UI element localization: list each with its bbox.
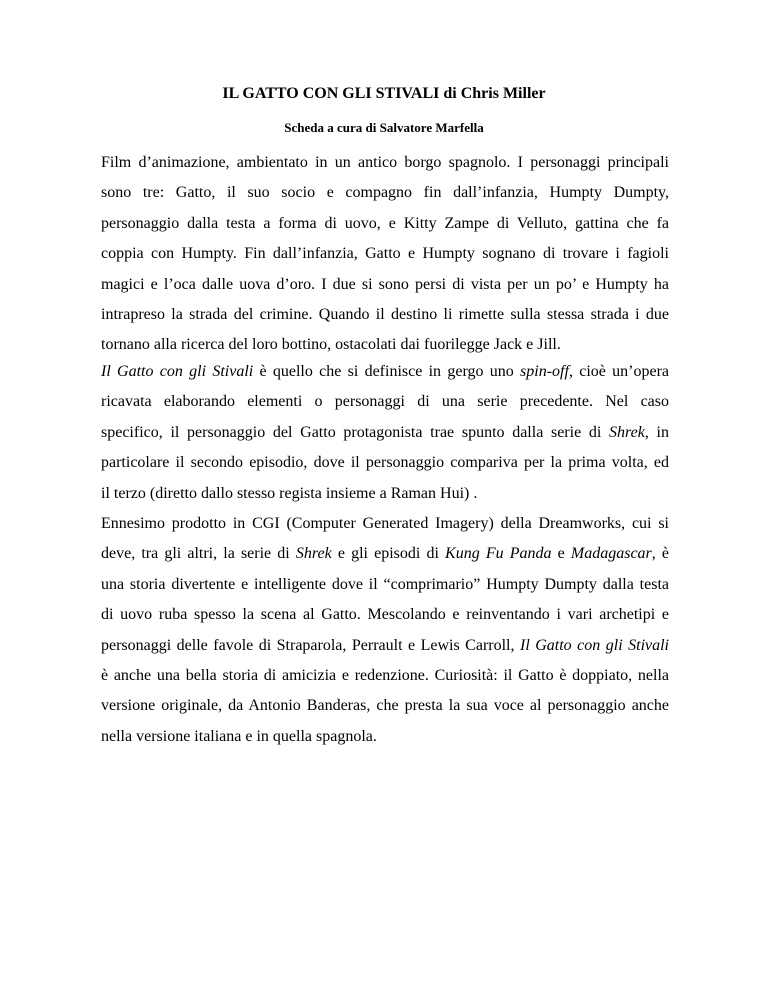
film-title-italic: Shrek <box>295 545 332 563</box>
paragraph-line: versione originale, da Antonio Banderas, che presta la sua voce al personaggio anche <box>101 697 669 715</box>
paragraph-analysis <box>101 357 669 752</box>
paragraph-line: tornano alla ricerca del loro bottino, ostacolati dai fuorilegge Jack e Jill. <box>101 336 561 354</box>
paragraph-line <box>101 357 669 387</box>
paragraph-line: Ennesimo prodotto in CGI (Computer Generated Imagery) della Dreamworks, cui si <box>101 514 669 532</box>
text-run: è quello che si definisce in gergo uno <box>253 363 521 380</box>
document-subtitle: Scheda a cura di Salvatore Marfella <box>284 120 484 135</box>
paragraph-line: particolare il secondo episodio, dove il personaggio compariva per la prima volta, ed <box>101 454 669 472</box>
text-run: e <box>551 545 571 563</box>
paragraph-line: il terzo (diretto dallo stesso regista insieme a Raman Hui) . <box>101 484 478 502</box>
term-italic: spin-off <box>520 363 569 380</box>
film-title-italic: Il Gatto con gli Stivali <box>519 636 670 654</box>
text-run: specifico, il personaggio del Gatto protagonista trae spunto dalla serie di <box>101 423 610 441</box>
paragraph-plot <box>101 148 669 361</box>
paragraph-line: sono tre: Gatto, il suo socio e compagno fin dall’infanzia, Humpty Dumpty, <box>101 184 669 202</box>
text-run: , cioè un’opera <box>568 363 670 380</box>
document-title: IL GATTO CON GLI STIVALI di Chris Miller <box>222 85 546 102</box>
film-title-italic: Shrek <box>609 423 645 441</box>
paragraph-line <box>101 539 669 569</box>
paragraph-line: intrapreso la strada del crimine. Quando il destino li rimette sulla stessa strada i due <box>101 305 669 323</box>
paragraph-line: una storia divertente e intelligente dove il “comprimario” Humpty Dumpty dalla testa <box>101 575 669 593</box>
film-title-italic: Madagascar <box>570 545 652 563</box>
paragraph-line <box>101 631 669 661</box>
paragraph-line: di uovo ruba spesso la scena al Gatto. Mescolando e reinventando i vari archetipi e <box>101 606 669 624</box>
paragraph-line: nella versione italiana e in quella spagnola. <box>101 727 377 745</box>
film-title-italic: Kung Fu Panda <box>445 545 552 563</box>
film-title-italic: Il Gatto con gli Stivali <box>101 363 254 380</box>
text-run: deve, tra gli altri, la serie di <box>101 545 296 563</box>
paragraph-line: Film d’animazione, ambientato in un antico borgo spagnolo. I personaggi principali <box>101 154 669 171</box>
text-run: e gli episodi di <box>331 545 446 563</box>
paragraph-line: personaggio dalla testa a forma di uovo, e Kitty Zampe di Velluto, gattina che fa <box>101 214 669 232</box>
paragraph-line <box>101 418 669 448</box>
paragraph-line: è anche una bella storia di amicizia e redenzione. Curiosità: il Gatto è doppiato, nella <box>101 666 669 684</box>
text-run: personaggi delle favole di Straparola, Perrault e Lewis Carroll, <box>101 636 520 654</box>
paragraph-line: coppia con Humpty. Fin dall’infanzia, Gatto e Humpty sognano di trovare i fagioli <box>101 245 669 263</box>
text-run: , in <box>644 423 669 441</box>
paragraph-line: magici e l’oca dalle uova d’oro. I due si sono persi di vista per un po’ e Humpty ha <box>101 275 669 293</box>
text-run: , è <box>651 545 670 563</box>
paragraph-line: ricavata elaborando elementi o personaggi di una serie precedente. Nel caso <box>101 393 669 411</box>
